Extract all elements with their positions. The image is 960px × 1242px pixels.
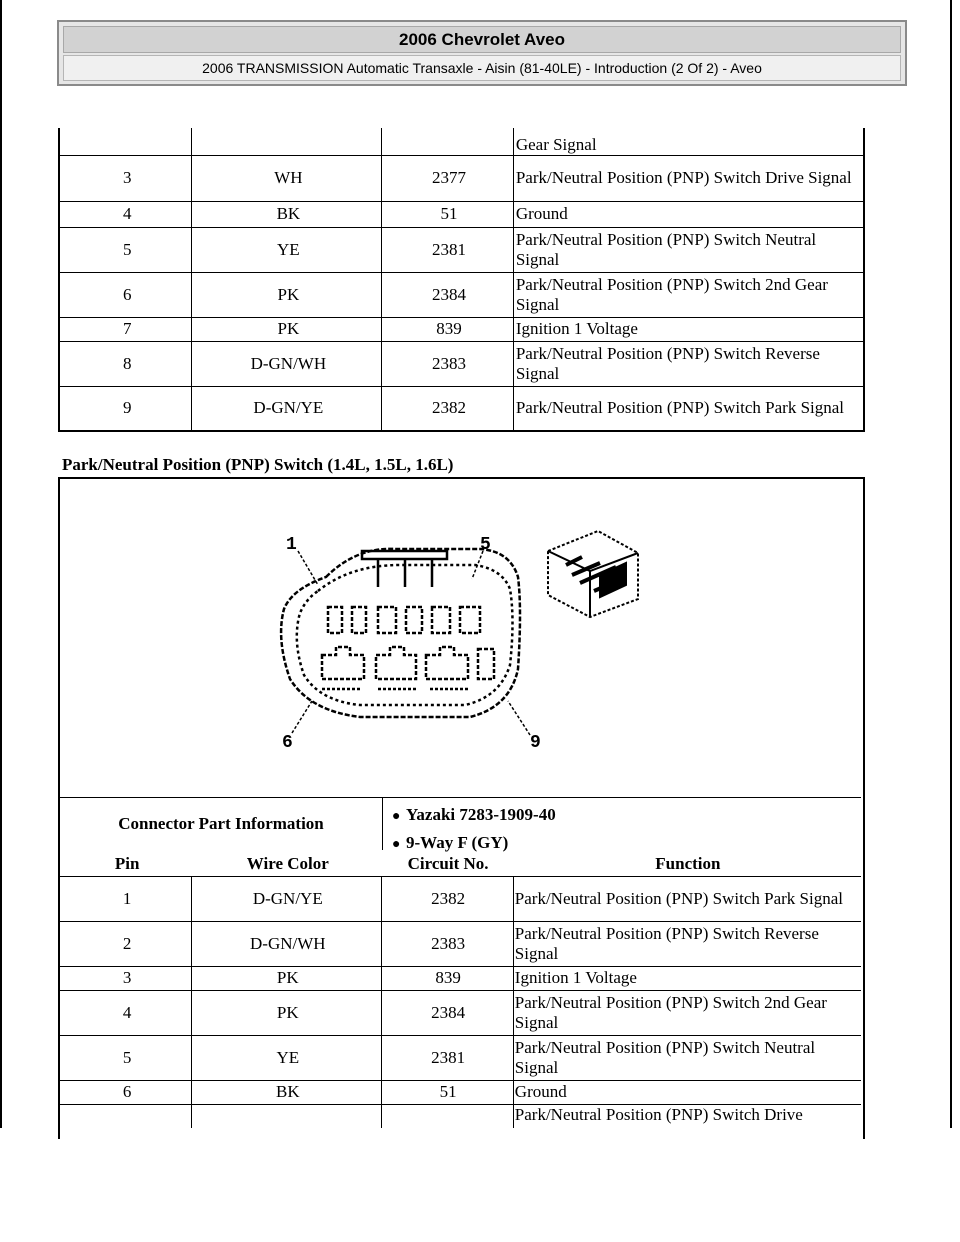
table-row	[60, 227, 863, 272]
circuit-cell: 2382	[381, 876, 512, 921]
wire-color-cell	[192, 1104, 381, 1128]
table-row	[60, 990, 861, 1035]
function-cell: Gear Signal	[514, 128, 863, 155]
document-subtitle: 2006 TRANSMISSION Automatic Transaxle - Aisin (81-40LE) - Introduction (2 Of 2) - Aveo	[63, 55, 901, 81]
diagram-label-6: 6	[282, 733, 293, 753]
function-cell: Park/Neutral Position (PNP) Switch Neutral Signal	[513, 1035, 861, 1080]
table-row	[60, 966, 861, 990]
document-header	[57, 20, 907, 86]
circuit-cell: 2384	[381, 990, 512, 1035]
connector-diagram-graphic	[60, 479, 861, 797]
diagram-label-1: 1	[286, 535, 297, 555]
connector-info-row	[60, 798, 861, 850]
pin-cell: 5	[60, 1035, 192, 1080]
circuit-cell: 2382	[431, 398, 466, 418]
wire-color-cell: PK	[192, 966, 381, 990]
circuit-cell: 51	[382, 201, 514, 227]
pin-cell: 9	[123, 398, 132, 418]
wire-color-cell: PK	[193, 317, 383, 341]
wire-color-cell	[193, 128, 383, 155]
column-header-pin: Pin	[60, 852, 192, 876]
pin-cell: 4	[60, 201, 193, 227]
pin-cell: 4	[60, 990, 192, 1035]
pin-cell	[60, 1104, 192, 1128]
connector-type: 9-Way F (GY)	[406, 833, 509, 852]
table-divider	[381, 128, 382, 430]
table-divider	[191, 876, 192, 1128]
circuit-cell	[381, 1104, 512, 1128]
wire-color-cell: YE	[193, 227, 383, 272]
table-divider	[191, 128, 192, 430]
pin-table-bottom	[60, 852, 861, 1128]
function-cell: Park/Neutral Position (PNP) Switch 2nd Gear Signal	[513, 990, 861, 1035]
connector-info-label: Connector Part Information	[118, 814, 324, 833]
pin-cell: 3	[60, 155, 193, 201]
wire-color-cell: PK	[192, 990, 381, 1035]
circuit-cell: 2377	[382, 155, 514, 201]
function-cell: Park/Neutral Position (PNP) Switch Reverse Signal	[514, 341, 863, 386]
table-divider	[513, 128, 514, 430]
section-title: Park/Neutral Position (PNP) Switch (1.4L, 1.5L, 1.6L)	[62, 455, 454, 474]
pin-table-top	[60, 128, 863, 430]
circuit-cell: 839	[381, 966, 512, 990]
function-cell: Park/Neutral Position (PNP) Switch Reverse Signal	[513, 921, 861, 966]
bullet-icon: ●	[392, 837, 401, 852]
wire-color-cell: BK	[192, 1080, 381, 1104]
function-cell: Park/Neutral Position (PNP) Switch Drive Signal	[514, 155, 863, 201]
table-row	[60, 341, 863, 386]
function-cell: Park/Neutral Position (PNP) Switch Park Signal	[513, 876, 861, 921]
pin-cell: 5	[60, 227, 193, 272]
pin-cell: 3	[60, 966, 192, 990]
table-row	[60, 317, 863, 341]
circuit-cell: 839	[382, 317, 514, 341]
wire-color-cell: PK	[193, 272, 383, 317]
function-cell: Park/Neutral Position (PNP) Switch Neutral Signal	[514, 227, 863, 272]
table-row	[60, 128, 863, 155]
list-item	[392, 804, 556, 832]
page-left-border	[0, 0, 2, 1128]
pin-cell: 6	[60, 272, 193, 317]
pin-cell: 1	[60, 876, 192, 921]
circuit-cell: 2381	[381, 1035, 512, 1080]
table-row	[60, 155, 863, 201]
circuit-cell: 51	[381, 1080, 512, 1104]
pin-cell: 2	[60, 921, 192, 966]
wire-color-cell: YE	[192, 1035, 381, 1080]
wire-color-cell: BK	[193, 201, 383, 227]
circuit-cell: 2384	[382, 272, 514, 317]
column-header-function: Function	[513, 852, 861, 876]
table-row	[60, 1104, 861, 1128]
table-row	[60, 921, 861, 966]
function-cell: Ground	[513, 1080, 861, 1104]
table-divider	[513, 876, 514, 1128]
bullet-icon: ●	[392, 809, 401, 824]
table-row	[60, 201, 863, 227]
function-cell: Ignition 1 Voltage	[513, 966, 861, 990]
wire-color-cell: D-GN/YE	[253, 398, 324, 418]
connector-diagram	[60, 479, 861, 798]
diagram-label-5: 5	[480, 535, 491, 555]
pin-cell: 8	[60, 341, 193, 386]
function-cell: Park/Neutral Position (PNP) Switch Park Signal	[515, 398, 845, 418]
column-header-circuit: Circuit No.	[381, 852, 512, 876]
column-header-wire-color: Wire Color	[192, 852, 381, 876]
function-cell: Park/Neutral Position (PNP) Switch Drive	[514, 1104, 803, 1124]
function-cell: Park/Neutral Position (PNP) Switch 2nd Gear Signal	[514, 272, 863, 317]
table-row	[60, 1080, 861, 1104]
table-row	[60, 1035, 861, 1080]
document-title: 2006 Chevrolet Aveo	[63, 26, 901, 53]
wire-color-cell: D-GN/WH	[192, 921, 381, 966]
pin-cell	[60, 128, 193, 155]
wire-color-cell: WH	[193, 155, 383, 201]
table-row	[60, 386, 863, 430]
page-right-border	[950, 0, 952, 1128]
pin-table-continued	[58, 128, 865, 432]
wire-color-cell: D-GN/WH	[193, 341, 383, 386]
connector-box	[58, 477, 865, 1139]
table-divider	[382, 798, 383, 850]
diagram-label-9: 9	[530, 733, 541, 753]
circuit-cell: 2381	[382, 227, 514, 272]
function-cell: Ground	[514, 201, 863, 227]
connector-part-number: Yazaki 7283-1909-40	[406, 805, 556, 824]
circuit-cell	[382, 128, 514, 155]
table-row	[60, 876, 861, 921]
pin-table-bottom-wrap	[60, 852, 861, 1128]
wire-color-cell: D-GN/YE	[192, 876, 381, 921]
table-header-row	[60, 852, 861, 876]
pin-cell: 6	[60, 1080, 192, 1104]
circuit-cell: 2383	[382, 341, 514, 386]
table-row	[60, 272, 863, 317]
pin-cell: 7	[60, 317, 193, 341]
function-cell: Ignition 1 Voltage	[514, 317, 863, 341]
circuit-cell: 2383	[381, 921, 512, 966]
table-divider	[381, 876, 382, 1128]
